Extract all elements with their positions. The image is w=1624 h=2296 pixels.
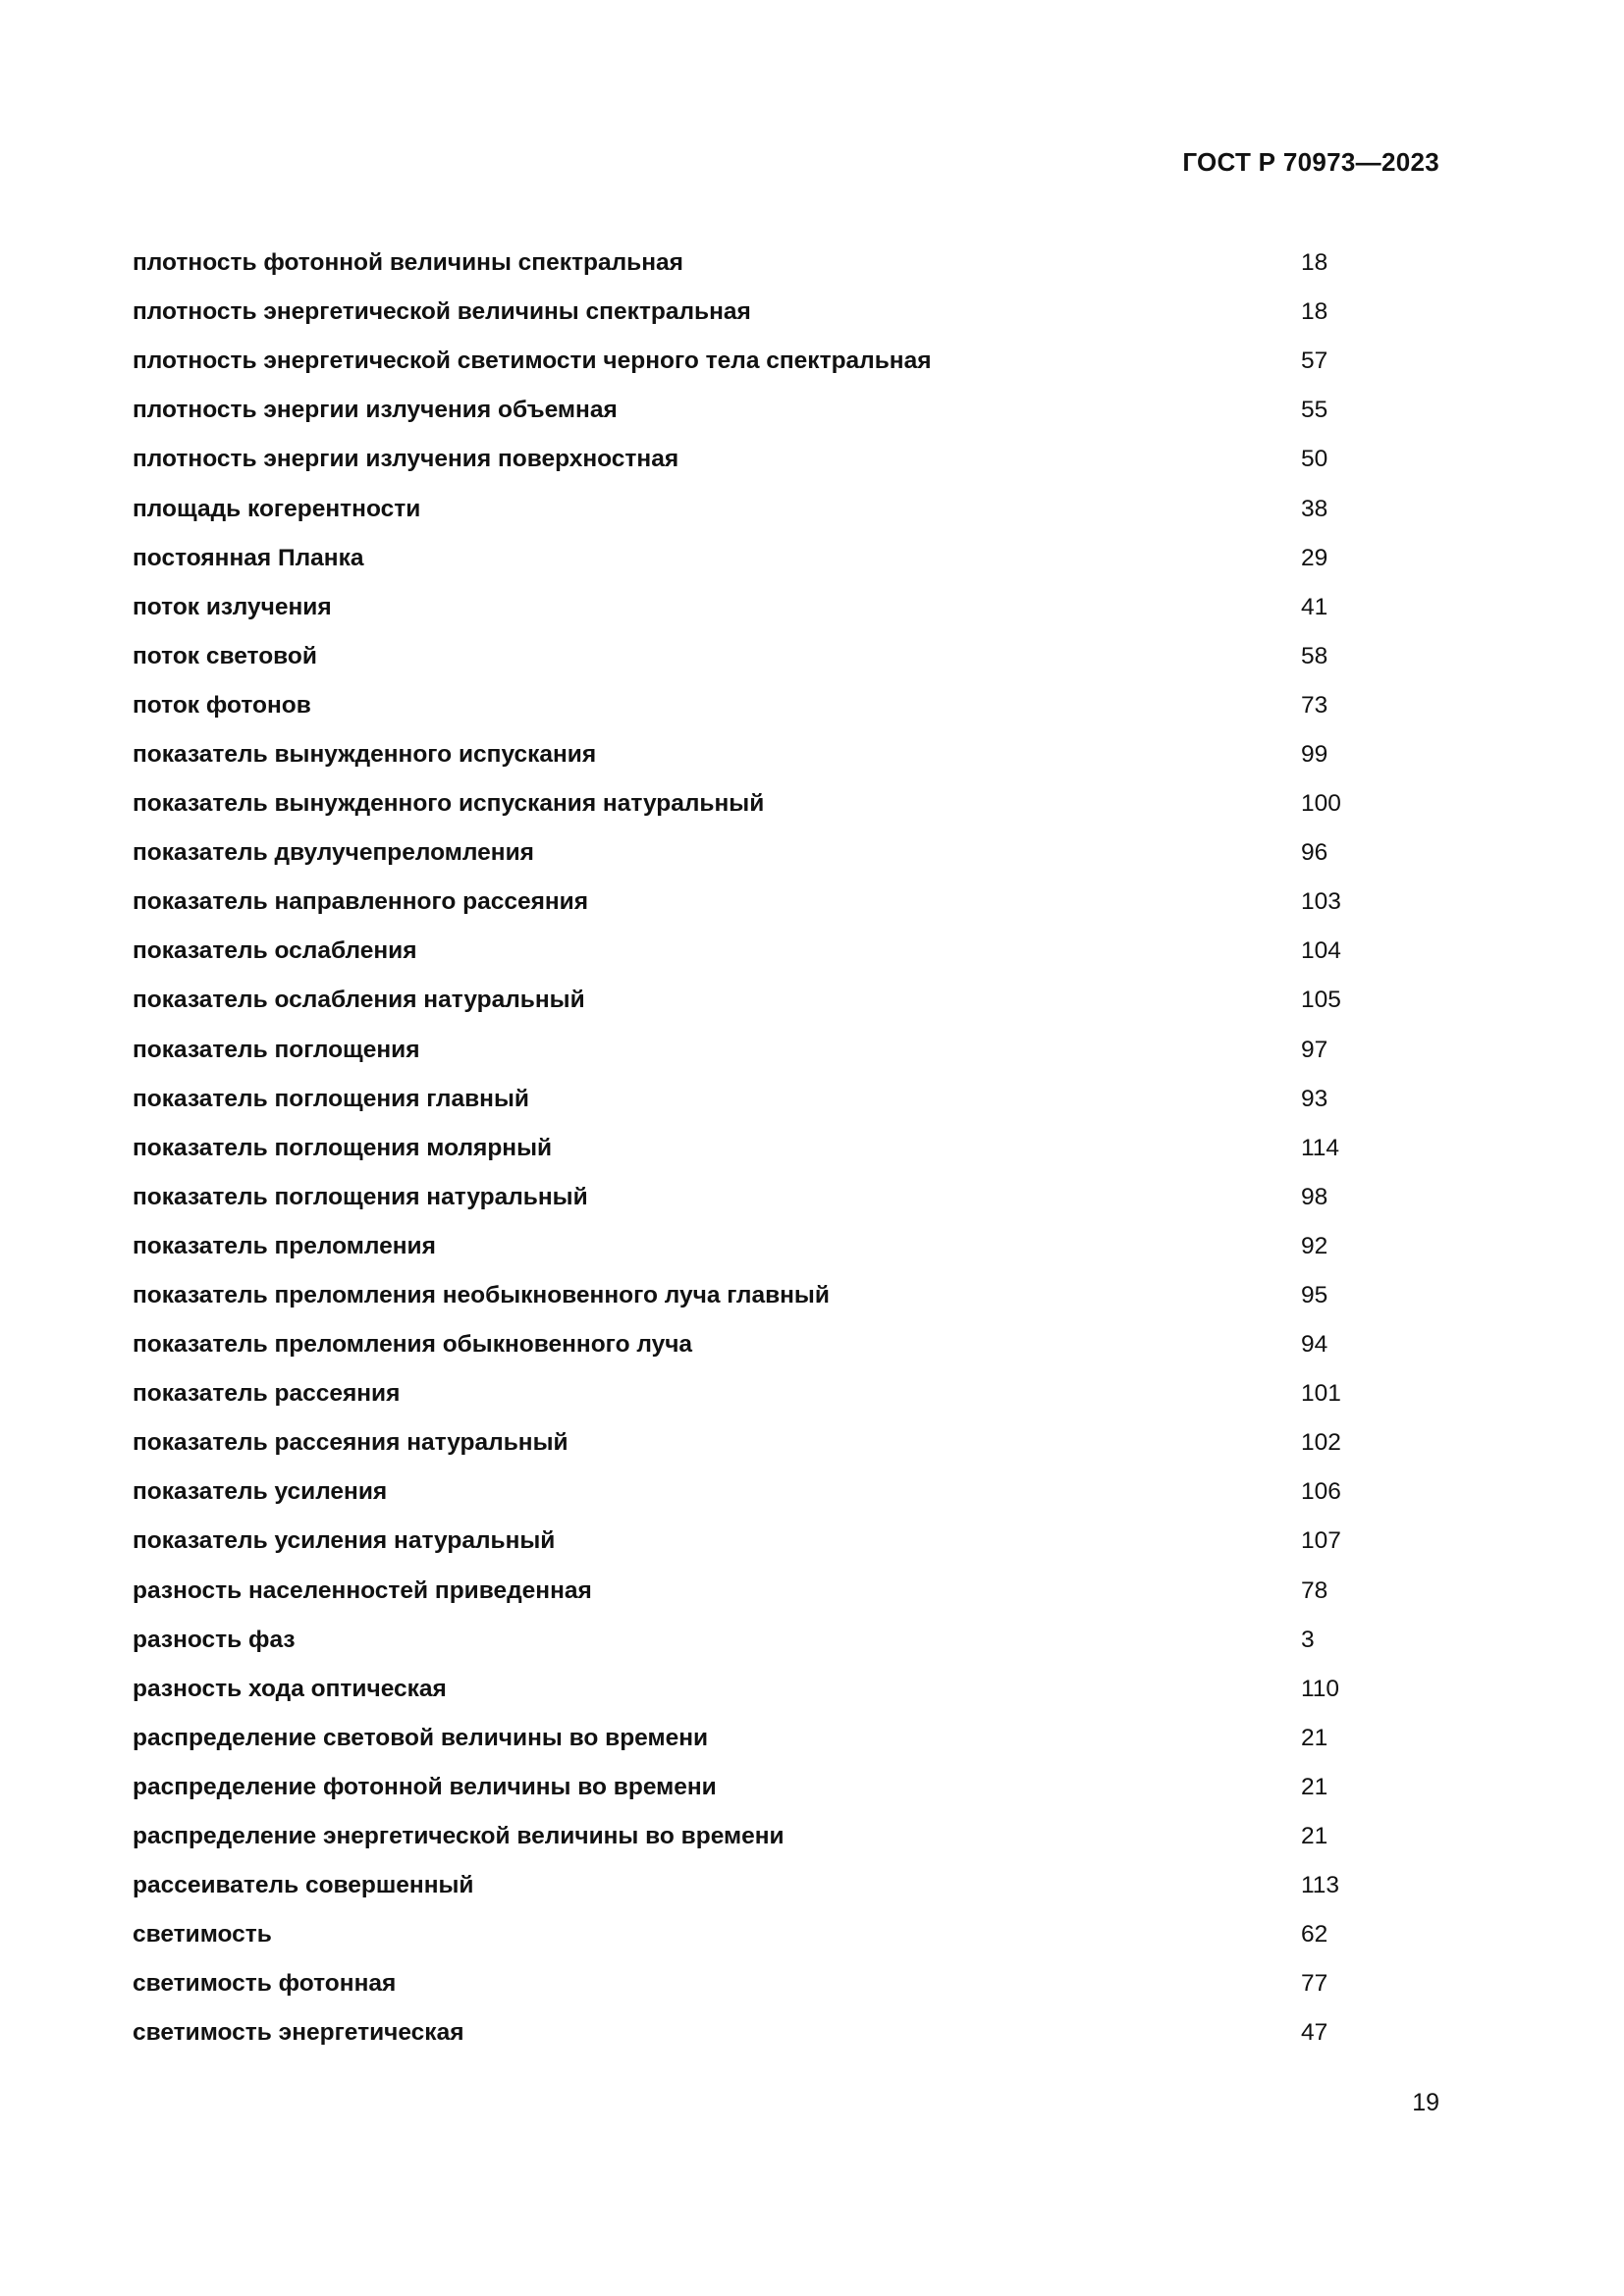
index-term-number: 47 bbox=[1301, 2019, 1328, 2047]
index-entry bbox=[133, 1861, 1409, 1910]
term-index-list bbox=[133, 239, 1409, 2057]
index-term-number: 62 bbox=[1301, 1921, 1328, 1949]
index-term-number: 38 bbox=[1301, 495, 1328, 522]
index-term: плотность фотонной величины спектральная bbox=[133, 249, 683, 277]
index-term-number: 97 bbox=[1301, 1036, 1328, 1063]
index-term-number: 113 bbox=[1301, 1872, 1340, 1899]
index-term: плотность энергии излучения объемная bbox=[133, 397, 618, 424]
index-entry bbox=[133, 1763, 1409, 1812]
index-term-number: 21 bbox=[1301, 1724, 1328, 1751]
index-term-number: 73 bbox=[1301, 691, 1328, 719]
index-term: показатель поглощения молярный bbox=[133, 1134, 553, 1161]
index-term: показатель поглощения главный bbox=[133, 1085, 529, 1112]
index-entry bbox=[133, 1517, 1409, 1566]
index-entry bbox=[133, 878, 1409, 927]
index-term-number: 107 bbox=[1301, 1527, 1341, 1555]
index-term: показатель рассеяния bbox=[133, 1380, 401, 1408]
page-number: 19 bbox=[1412, 2089, 1439, 2116]
index-term-number: 99 bbox=[1301, 740, 1328, 768]
index-entry bbox=[133, 583, 1409, 632]
index-entry bbox=[133, 2008, 1409, 2057]
index-entry bbox=[133, 1468, 1409, 1517]
index-term: поток фотонов bbox=[133, 691, 311, 719]
document-header-code: ГОСТ Р 70973—2023 bbox=[1182, 147, 1439, 177]
index-entry bbox=[133, 1026, 1409, 1075]
index-entry bbox=[133, 632, 1409, 681]
index-entry bbox=[133, 730, 1409, 779]
index-entry bbox=[133, 1271, 1409, 1320]
index-entry bbox=[133, 239, 1409, 288]
index-term: площадь когерентности bbox=[133, 495, 421, 522]
index-term-number: 77 bbox=[1301, 1970, 1328, 1998]
index-term: светимость энергетическая bbox=[133, 2019, 464, 2047]
index-entry bbox=[133, 1714, 1409, 1763]
index-term: постоянная Планка bbox=[133, 544, 364, 571]
index-term: показатель двулучепреломления bbox=[133, 839, 534, 867]
index-entry bbox=[133, 1124, 1409, 1173]
index-term: показатель поглощения натуральный bbox=[133, 1183, 588, 1210]
index-term: светимость фотонная bbox=[133, 1970, 397, 1998]
index-entry bbox=[133, 976, 1409, 1025]
index-term-number: 104 bbox=[1301, 937, 1341, 965]
index-term-number: 78 bbox=[1301, 1576, 1328, 1604]
index-entry bbox=[133, 435, 1409, 484]
index-entry bbox=[133, 1910, 1409, 1959]
index-entry bbox=[133, 927, 1409, 976]
index-term: плотность энергетической величины спектральная bbox=[133, 298, 751, 326]
index-term-number: 92 bbox=[1301, 1232, 1328, 1259]
index-term-number: 29 bbox=[1301, 544, 1328, 571]
index-term-number: 18 bbox=[1301, 249, 1328, 277]
index-term: плотность энергии излучения поверхностная bbox=[133, 446, 679, 473]
index-term: плотность энергетической светимости черного тела спектральная bbox=[133, 347, 932, 375]
index-term-number: 101 bbox=[1301, 1380, 1341, 1408]
index-term: показатель усиления bbox=[133, 1478, 388, 1506]
index-entry bbox=[133, 1369, 1409, 1418]
index-term: показатель рассеяния натуральный bbox=[133, 1429, 568, 1457]
index-term: распределение фотонной величины во времени bbox=[133, 1773, 717, 1800]
index-term: показатель преломления необыкновенного луча главный bbox=[133, 1282, 830, 1309]
index-term: показатель вынужденного испускания bbox=[133, 740, 597, 768]
index-term: разность хода оптическая bbox=[133, 1675, 447, 1702]
index-term-number: 21 bbox=[1301, 1773, 1328, 1800]
index-term: распределение энергетической величины во времени bbox=[133, 1823, 785, 1850]
index-entry bbox=[133, 779, 1409, 828]
index-term-number: 57 bbox=[1301, 347, 1328, 375]
index-term-number: 50 bbox=[1301, 446, 1328, 473]
index-term-number: 21 bbox=[1301, 1823, 1328, 1850]
index-term-number: 3 bbox=[1301, 1626, 1315, 1653]
index-entry bbox=[133, 1959, 1409, 2008]
index-term: показатель преломления обыкновенного луча bbox=[133, 1331, 693, 1359]
index-term-number: 96 bbox=[1301, 839, 1328, 867]
index-term-number: 106 bbox=[1301, 1478, 1341, 1506]
index-term: поток излучения bbox=[133, 593, 332, 620]
index-term-number: 102 bbox=[1301, 1429, 1341, 1457]
index-term: распределение световой величины во времени bbox=[133, 1724, 709, 1751]
index-entry bbox=[133, 1222, 1409, 1271]
index-term-number: 98 bbox=[1301, 1183, 1328, 1210]
index-entry bbox=[133, 1173, 1409, 1222]
index-entry bbox=[133, 1320, 1409, 1369]
index-entry bbox=[133, 534, 1409, 583]
index-term: показатель ослабления натуральный bbox=[133, 987, 585, 1014]
index-term-number: 58 bbox=[1301, 642, 1328, 669]
index-term: разность населенностей приведенная bbox=[133, 1576, 592, 1604]
index-term-number: 100 bbox=[1301, 790, 1341, 818]
index-term-number: 105 bbox=[1301, 987, 1341, 1014]
index-term: показатель преломления bbox=[133, 1232, 436, 1259]
index-term-number: 94 bbox=[1301, 1331, 1328, 1359]
index-entry bbox=[133, 681, 1409, 730]
index-term-number: 95 bbox=[1301, 1282, 1328, 1309]
index-entry bbox=[133, 1418, 1409, 1468]
index-term-number: 110 bbox=[1301, 1675, 1340, 1702]
index-term-number: 55 bbox=[1301, 397, 1328, 424]
index-term-number: 18 bbox=[1301, 298, 1328, 326]
index-entry bbox=[133, 386, 1409, 435]
index-entry bbox=[133, 1616, 1409, 1665]
index-entry bbox=[133, 1567, 1409, 1616]
index-entry bbox=[133, 1812, 1409, 1861]
index-term: разность фаз bbox=[133, 1626, 296, 1653]
index-entry bbox=[133, 1665, 1409, 1714]
index-entry bbox=[133, 484, 1409, 533]
index-term: показатель вынужденного испускания натуральный bbox=[133, 790, 765, 818]
index-entry bbox=[133, 828, 1409, 878]
index-term: показатель направленного рассеяния bbox=[133, 888, 589, 916]
index-term: светимость bbox=[133, 1921, 272, 1949]
index-term-number: 41 bbox=[1301, 593, 1328, 620]
index-entry bbox=[133, 337, 1409, 386]
index-term-number: 93 bbox=[1301, 1085, 1328, 1112]
index-term: показатель ослабления bbox=[133, 937, 417, 965]
index-term-number: 103 bbox=[1301, 888, 1341, 916]
index-entry bbox=[133, 1075, 1409, 1124]
index-term: поток световой bbox=[133, 642, 317, 669]
index-entry bbox=[133, 288, 1409, 337]
index-term-number: 114 bbox=[1301, 1134, 1340, 1161]
index-term: рассеиватель совершенный bbox=[133, 1872, 474, 1899]
index-term: показатель усиления натуральный bbox=[133, 1527, 556, 1555]
index-term: показатель поглощения bbox=[133, 1036, 420, 1063]
